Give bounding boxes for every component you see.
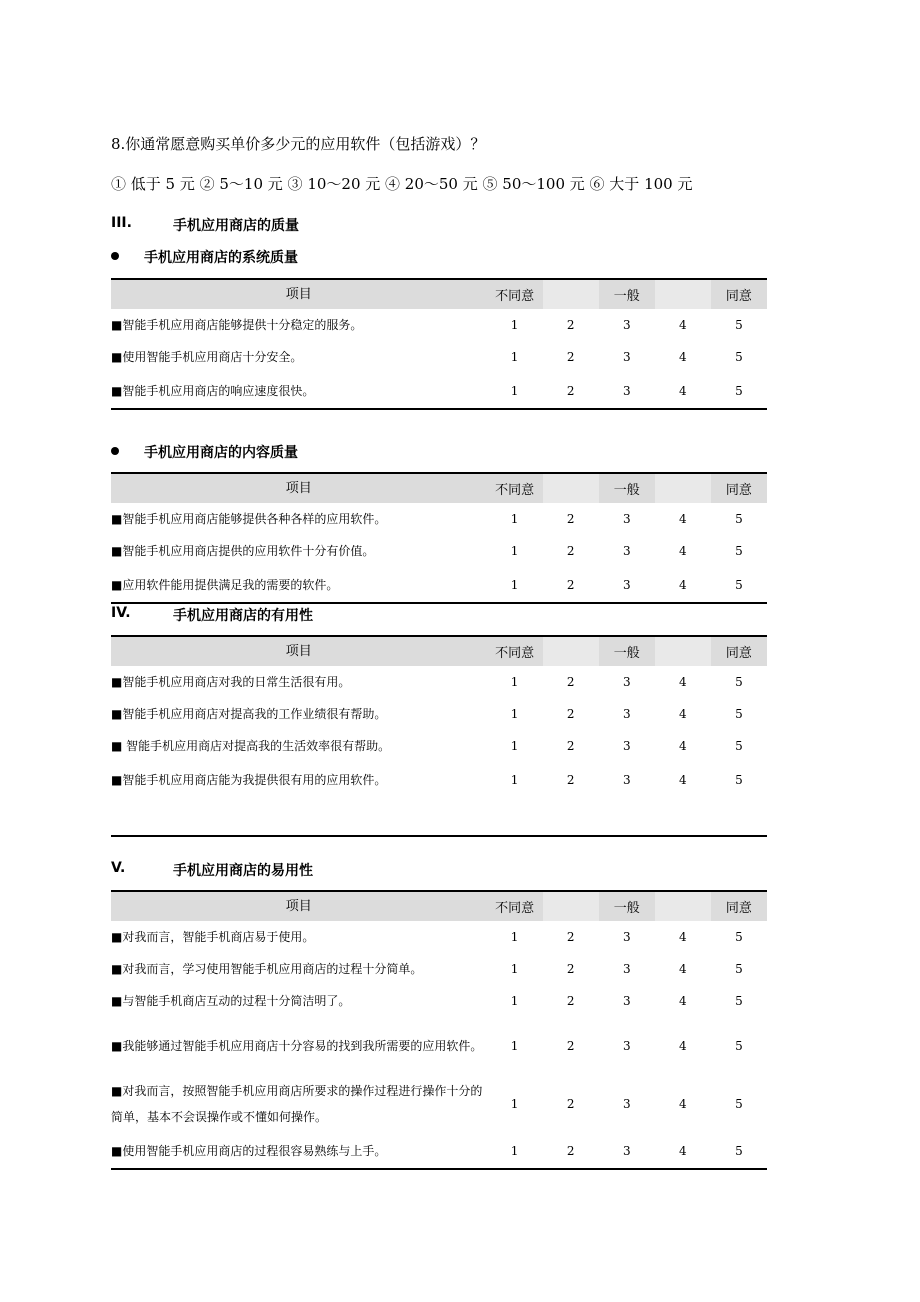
content-quality-table — [111, 472, 767, 604]
scale-2: 2 — [566, 544, 575, 558]
scale-5: 5 — [735, 707, 743, 721]
bullet-icon — [111, 252, 119, 260]
row-statement: ■智能手机应用商店对我的日常生活很有用。 — [111, 675, 351, 689]
table-row — [111, 341, 767, 373]
scale-4: 4 — [679, 675, 687, 689]
header-item: 项目 — [285, 644, 312, 659]
header-blank — [655, 636, 711, 666]
header-item: 项目 — [285, 287, 312, 302]
table-row — [111, 762, 767, 798]
scale-3: 3 — [622, 739, 631, 753]
scale-4: 4 — [655, 373, 711, 409]
scale-5: 5 — [735, 994, 743, 1008]
scale-1: 1 — [510, 962, 519, 976]
scale-3: 3 — [622, 994, 631, 1008]
scale-4: 4 — [679, 994, 687, 1008]
scale-4: 4 — [679, 1097, 687, 1111]
row-statement: ■使用智能手机应用商店的过程很容易熟练与上手。 — [111, 1133, 487, 1169]
scale-3: 3 — [599, 567, 655, 603]
row-statement: ■对我而言，学习使用智能手机应用商店的过程十分简单。 — [111, 962, 423, 976]
question-8-options: ① 低于 5 元 ② 5～10 元 ③ 10～20 元 ④ 20～50 元 ⑤ 50～100 元 ⑥ 大于 100 元 — [111, 175, 693, 193]
scale-3: 3 — [622, 1039, 631, 1053]
table-row — [111, 373, 767, 409]
header-blank — [543, 473, 599, 503]
scale-2: 2 — [566, 350, 575, 364]
scale-1: 1 — [510, 318, 519, 332]
table-row — [111, 535, 767, 567]
question-8-text: 8.你通常愿意购买单价多少元的应用软件（包括游戏）？ — [111, 135, 486, 153]
scale-3: 3 — [622, 350, 631, 364]
scale-4: 4 — [679, 1039, 687, 1053]
table-row — [111, 666, 767, 698]
row-statement: ■智能手机应用商店能够提供十分稳定的服务。 — [111, 318, 363, 332]
scale-1: 1 — [510, 707, 519, 721]
header-neutral: 一般 — [613, 289, 640, 304]
scale-1: 1 — [510, 739, 519, 753]
scale-4: 4 — [655, 567, 711, 603]
scale-3: 3 — [622, 962, 631, 976]
row-statement: ■ 智能手机应用商店对提高我的生活效率很有帮助。 — [111, 739, 391, 753]
header-blank — [655, 891, 711, 921]
scale-5: 5 — [711, 1133, 767, 1169]
table-header-row — [111, 279, 767, 309]
scale-3: 3 — [599, 1133, 655, 1169]
scale-1: 1 — [510, 350, 519, 364]
scale-5: 5 — [735, 1039, 743, 1053]
scale-2: 2 — [566, 512, 575, 526]
scale-2: 2 — [566, 994, 575, 1008]
scale-2: 2 — [543, 1133, 599, 1169]
scale-2: 2 — [543, 373, 599, 409]
scale-1: 1 — [487, 373, 543, 409]
table-row — [111, 503, 767, 535]
scale-4: 4 — [679, 544, 687, 558]
scale-1: 1 — [510, 1039, 519, 1053]
scale-5: 5 — [735, 318, 743, 332]
scale-5: 5 — [735, 544, 743, 558]
scale-4: 4 — [655, 1133, 711, 1169]
scale-3: 3 — [622, 930, 631, 944]
header-agree: 同意 — [725, 483, 752, 498]
section-3-title: 手机应用商店的质量 — [173, 218, 299, 234]
scale-3: 3 — [599, 373, 655, 409]
header-item: 项目 — [285, 481, 312, 496]
row-statement: ■对我而言，智能手机商店易于使用。 — [111, 930, 315, 944]
header-agree: 同意 — [725, 289, 752, 304]
section-5-title: 手机应用商店的易用性 — [173, 863, 313, 879]
table-row — [111, 953, 767, 985]
table-row — [111, 698, 767, 730]
header-disagree: 不同意 — [495, 483, 535, 498]
scale-5: 5 — [735, 739, 743, 753]
table-header-row — [111, 891, 767, 921]
header-blank — [543, 891, 599, 921]
scale-3: 3 — [622, 544, 631, 558]
table-row — [111, 985, 767, 1017]
table-header-row — [111, 473, 767, 503]
scale-3: 3 — [622, 707, 631, 721]
header-blank — [655, 279, 711, 309]
scale-5: 5 — [735, 1097, 743, 1111]
table-row — [111, 921, 767, 953]
scale-2: 2 — [566, 773, 575, 787]
scale-2: 2 — [566, 930, 575, 944]
row-statement: ■对我而言，按照智能手机应用商店所要求的操作过程进行操作十分的简单，基本不会误操作或不懂如何操作。 — [111, 1084, 483, 1124]
scale-5: 5 — [735, 962, 743, 976]
scale-5: 5 — [735, 773, 743, 787]
scale-2: 2 — [543, 567, 599, 603]
scale-1: 1 — [510, 544, 519, 558]
section-5-numeral: V. — [111, 860, 126, 876]
scale-5: 5 — [735, 930, 743, 944]
scale-5: 5 — [711, 567, 767, 603]
scale-1: 1 — [510, 1097, 519, 1111]
header-disagree: 不同意 — [495, 901, 535, 916]
row-statement: ■与智能手机商店互动的过程十分简洁明了。 — [111, 994, 351, 1008]
scale-2: 2 — [566, 675, 575, 689]
scale-1: 1 — [487, 567, 543, 603]
row-statement: ■应用软件能用提供满足我的需要的软件。 — [111, 567, 487, 603]
row-statement: ■智能手机应用商店能为我提供很有用的应用软件。 — [111, 773, 387, 787]
scale-2: 2 — [566, 1097, 575, 1111]
row-statement: ■智能手机应用商店提供的应用软件十分有价值。 — [111, 544, 375, 558]
header-neutral: 一般 — [613, 646, 640, 661]
header-blank — [543, 636, 599, 666]
header-blank — [655, 473, 711, 503]
scale-5: 5 — [735, 512, 743, 526]
section-4-title: 手机应用商店的有用性 — [173, 608, 313, 624]
scale-4: 4 — [679, 350, 687, 364]
scale-2: 2 — [566, 318, 575, 332]
subsection-content-quality-title: 手机应用商店的内容质量 — [144, 445, 298, 461]
scale-3: 3 — [622, 773, 631, 787]
table-row — [111, 1017, 767, 1075]
row-statement: ■智能手机应用商店能够提供各种各样的应用软件。 — [111, 512, 387, 526]
scale-4: 4 — [679, 962, 687, 976]
table-row — [111, 730, 767, 762]
row-statement: ■智能手机应用商店对提高我的工作业绩很有帮助。 — [111, 707, 387, 721]
scale-1: 1 — [510, 994, 519, 1008]
section-3-numeral: III. — [111, 215, 132, 231]
scale-4: 4 — [679, 739, 687, 753]
scale-5: 5 — [735, 350, 743, 364]
scale-4: 4 — [679, 512, 687, 526]
table-row — [111, 567, 767, 603]
header-agree: 同意 — [725, 646, 752, 661]
scale-3: 3 — [622, 318, 631, 332]
table-row — [111, 1133, 767, 1169]
header-neutral: 一般 — [613, 483, 640, 498]
scale-5: 5 — [711, 373, 767, 409]
header-neutral: 一般 — [613, 901, 640, 916]
header-disagree: 不同意 — [495, 646, 535, 661]
scale-1: 1 — [510, 930, 519, 944]
scale-2: 2 — [566, 962, 575, 976]
ease-of-use-table — [111, 890, 767, 1170]
scale-2: 2 — [566, 739, 575, 753]
scale-1: 1 — [487, 1133, 543, 1169]
system-quality-table — [111, 278, 767, 410]
header-item: 项目 — [285, 899, 312, 914]
scale-3: 3 — [622, 512, 631, 526]
header-agree: 同意 — [725, 901, 752, 916]
scale-1: 1 — [510, 675, 519, 689]
scale-3: 3 — [622, 1097, 631, 1111]
scale-1: 1 — [510, 512, 519, 526]
header-blank — [543, 279, 599, 309]
row-statement: ■使用智能手机应用商店十分安全。 — [111, 350, 303, 364]
row-statement: ■智能手机应用商店的响应速度很快。 — [111, 373, 487, 409]
table-header-row — [111, 636, 767, 666]
scale-5: 5 — [735, 675, 743, 689]
scale-4: 4 — [679, 318, 687, 332]
table-row — [111, 1075, 767, 1133]
table-row-empty — [111, 798, 767, 836]
table-row — [111, 309, 767, 341]
row-statement: ■我能够通过智能手机应用商店十分容易的找到我所需要的应用软件。 — [111, 1039, 483, 1053]
scale-4: 4 — [679, 773, 687, 787]
scale-4: 4 — [679, 930, 687, 944]
scale-2: 2 — [566, 1039, 575, 1053]
scale-2: 2 — [566, 707, 575, 721]
section-4-numeral: IV. — [111, 605, 131, 621]
subsection-system-quality-title: 手机应用商店的系统质量 — [144, 250, 298, 266]
usefulness-table — [111, 635, 767, 837]
header-disagree: 不同意 — [495, 289, 535, 304]
scale-4: 4 — [679, 707, 687, 721]
bullet-icon — [111, 447, 119, 455]
scale-3: 3 — [622, 675, 631, 689]
scale-1: 1 — [510, 773, 519, 787]
